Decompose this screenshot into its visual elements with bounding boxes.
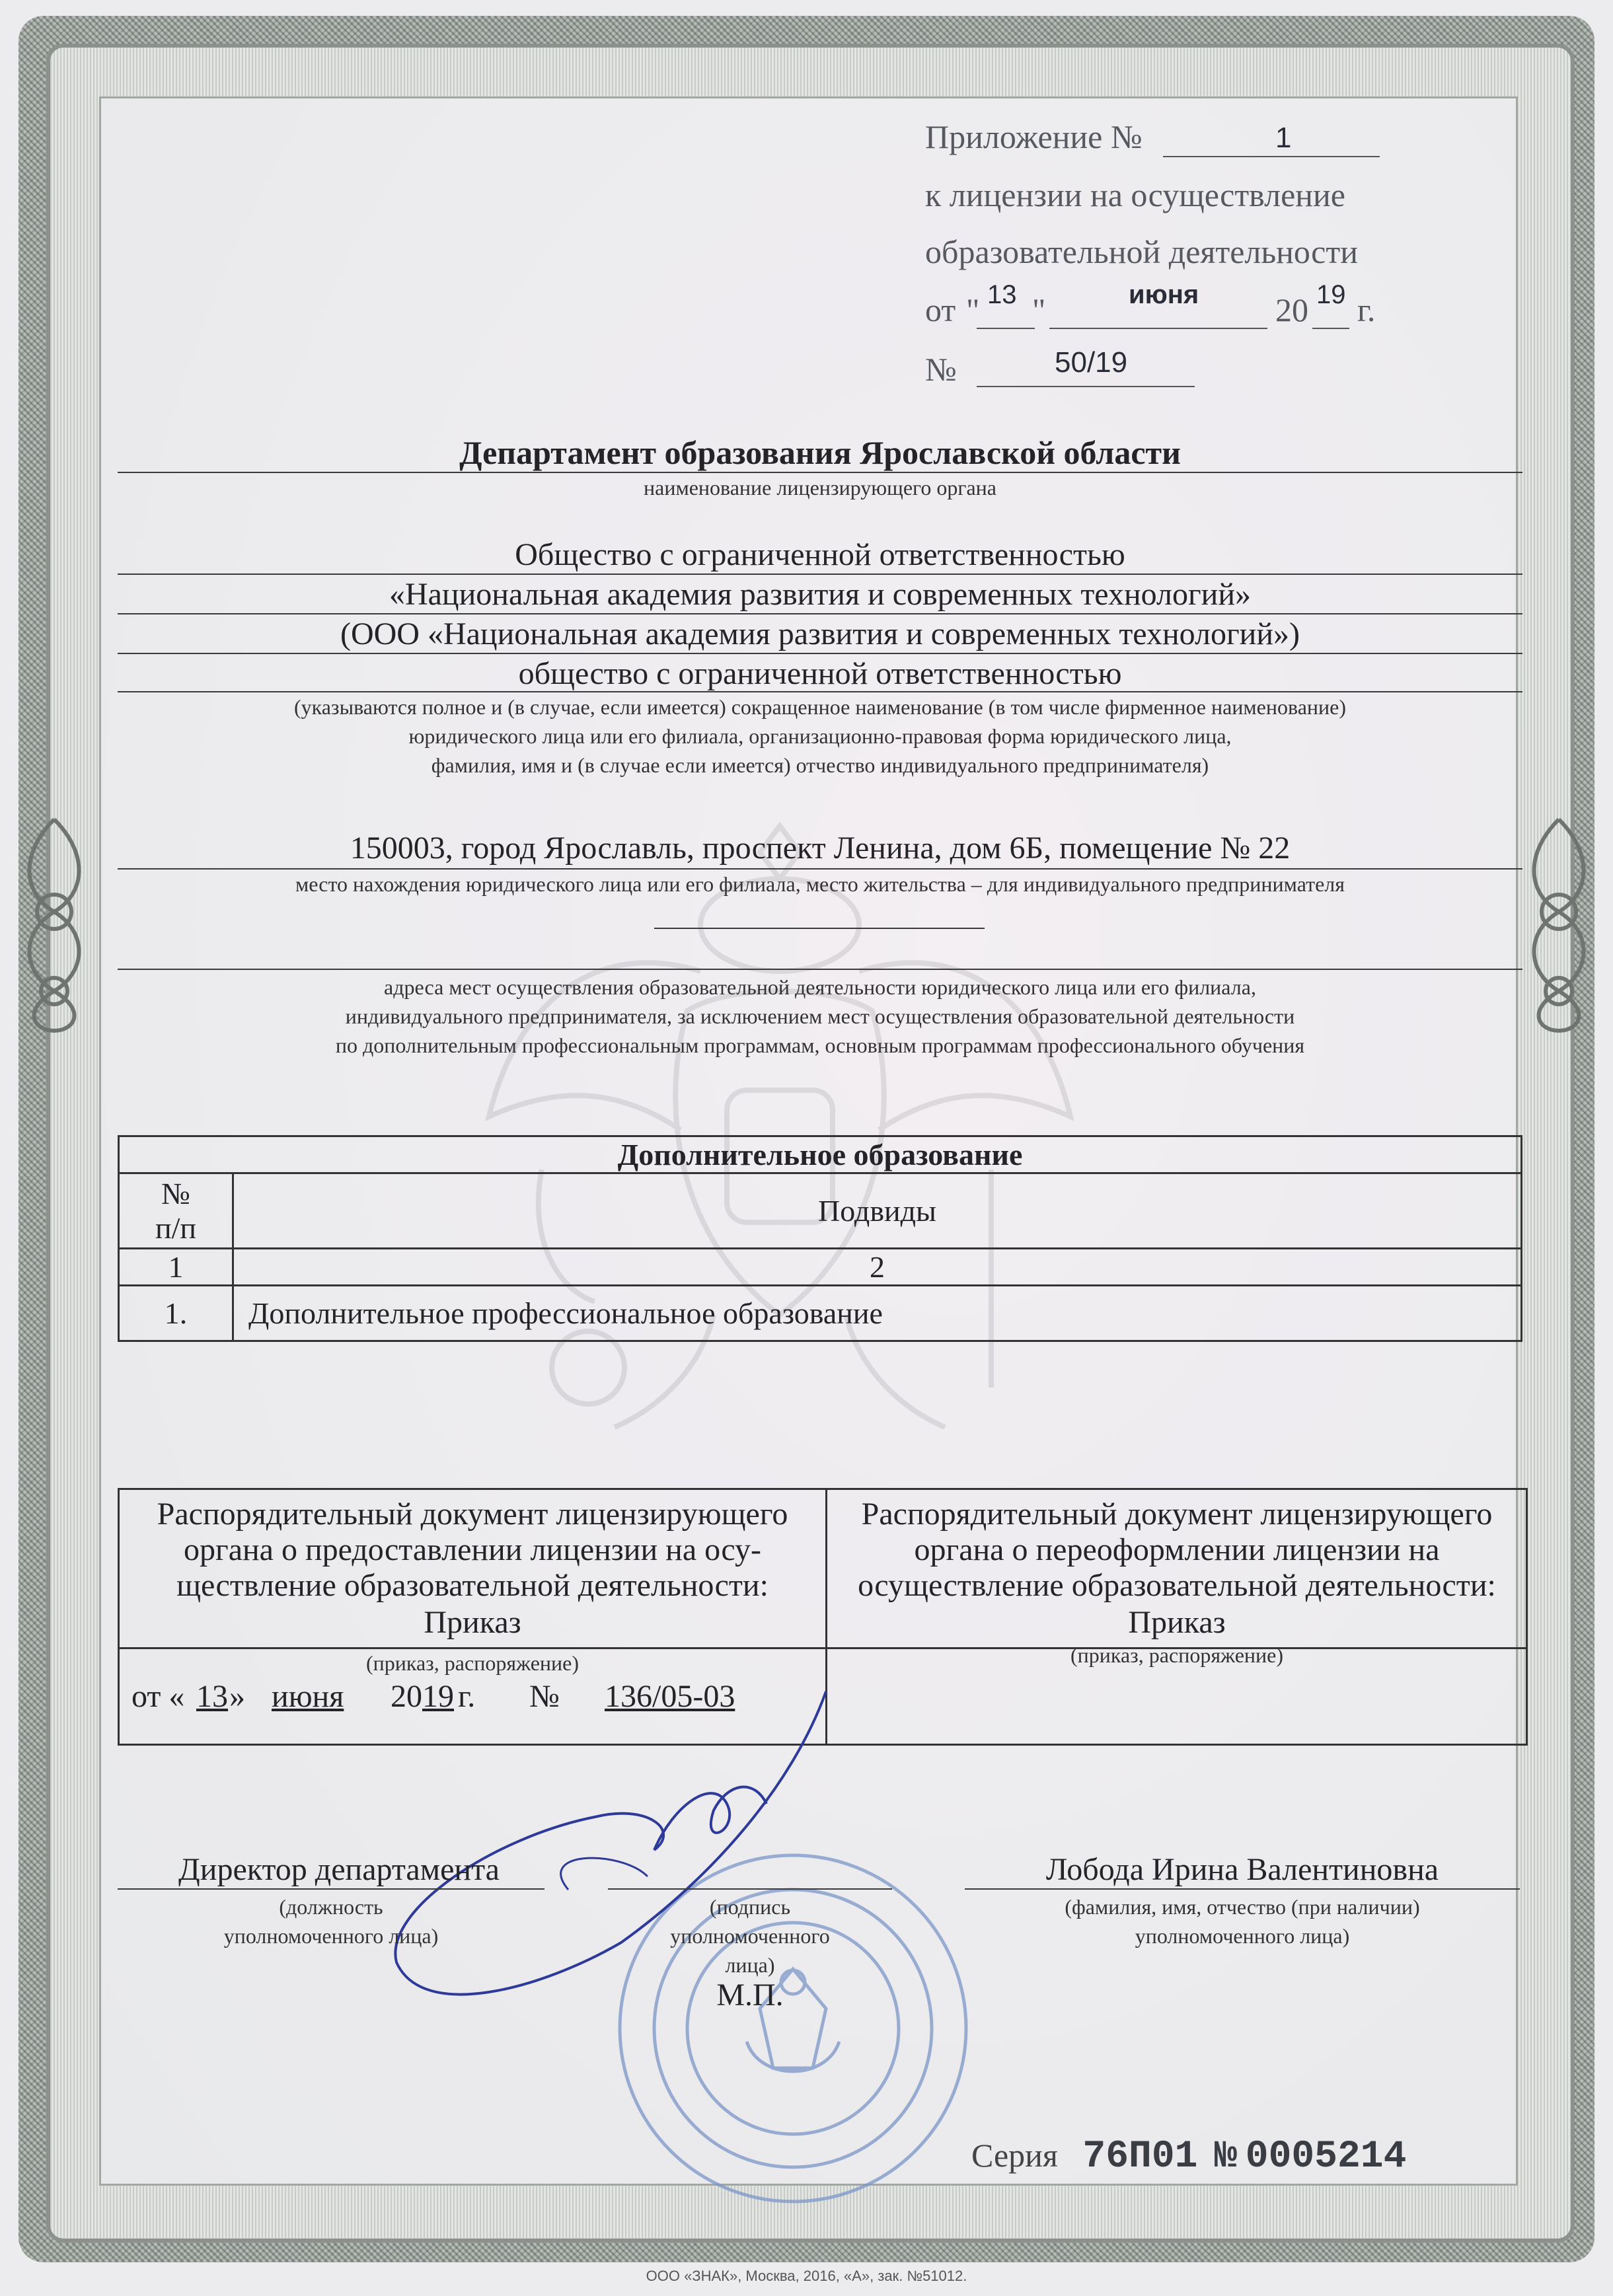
- licensing-authority-name: Департамент образования Ярославской области: [459, 434, 1181, 471]
- series-label: Серия: [971, 2137, 1058, 2174]
- order-reissue-heading: Распорядительный документ лицензирующего органа о переоформлении лицензии на осуществление образовательной деятельности:: [858, 1497, 1496, 1603]
- name-underline: [965, 1888, 1520, 1890]
- license-number-underline: [977, 386, 1195, 387]
- places-caption-3: по дополнительным профессиональным программам, основным программам профессионального обучения: [335, 1033, 1305, 1057]
- appendix-number-underline: [1163, 156, 1380, 157]
- column-index-2: 2: [233, 1249, 1522, 1286]
- name-caption: (фамилия, имя, отчество (при наличии) уполномоченного лица): [1065, 1895, 1420, 1948]
- licensee-underline-4: [118, 691, 1522, 692]
- date-day: 13: [987, 280, 1017, 309]
- short-divider: [654, 928, 985, 929]
- series-number: 0005214: [1245, 2135, 1407, 2178]
- series-code: 76П01: [1082, 2135, 1198, 2178]
- places-caption-2: индивидуального предпринимателя, за исключением мест осуществления образовательной деятельности: [345, 1004, 1295, 1028]
- license-number: 50/19: [1055, 346, 1128, 379]
- row-subtype: Дополнительное профессиональное образование: [233, 1286, 1522, 1341]
- date-year-underline: [1312, 328, 1349, 329]
- left-knot-ornament: [15, 813, 94, 1037]
- licensee-underline-3: [118, 653, 1522, 654]
- signature-underline: [608, 1888, 892, 1890]
- column-index-1: 1: [119, 1249, 233, 1286]
- licensee-underline-2: [118, 613, 1522, 614]
- printer-footer: ООО «ЗНАК», Москва, 2016, «А», зак. №51012.: [646, 2268, 967, 2284]
- authority-underline: [118, 472, 1522, 473]
- license-line-3: образовательной деятельности: [925, 233, 1358, 270]
- right-knot-ornament: [1519, 813, 1598, 1037]
- date-day-underline: [977, 328, 1035, 329]
- authority-caption: наименование лицензирующего органа: [644, 476, 996, 500]
- licensee-caption-1: (указываются полное и (в случае, если имеется) сокращенное наименование (в том числе фирменное наименование): [294, 695, 1346, 719]
- table-title: Дополнительное образование: [119, 1136, 1522, 1173]
- order-grant-number: 136/05-03: [605, 1679, 735, 1714]
- licensee-line-1: Общество с ограниченной ответственностью: [515, 537, 1125, 572]
- license-number-label: №: [925, 351, 957, 388]
- education-table: [118, 1135, 1522, 1342]
- order-grant-year-g: г.: [458, 1679, 476, 1714]
- position-underline: [118, 1888, 544, 1890]
- date-prefix: от: [925, 291, 956, 328]
- licensee-line-2: «Национальная академия развития и современных технологий»: [389, 577, 1252, 612]
- date-month-underline: [1049, 328, 1267, 329]
- licensee-line-4: общество с ограниченной ответственностью: [518, 656, 1122, 691]
- places-caption-1: адреса мест осуществления образовательной деятельности юридического лица или его филиала,: [384, 975, 1256, 999]
- column-header-number: № п/п: [119, 1173, 233, 1249]
- order-grant-date-prefix: от «: [131, 1679, 185, 1714]
- order-grant-number-label: №: [529, 1679, 560, 1714]
- form-series: [971, 2135, 1406, 2178]
- legal-address: 150003, город Ярославль, проспект Ленина, дом 6Б, помещение № 22: [350, 831, 1291, 866]
- signature-caption: (подпись уполномоченного лица): [670, 1895, 830, 1977]
- order-grant-day-close: »: [229, 1679, 245, 1714]
- position-caption: (должность уполномоченного лица): [223, 1895, 439, 1948]
- order-reissue-doc-type: Приказ: [1128, 1605, 1226, 1640]
- licensee-caption-2: юридического лица или его филиала, организационно-правовая форма юридического лица,: [408, 724, 1232, 748]
- series-number-label: №: [1214, 2135, 1238, 2178]
- table-row: [119, 1286, 1522, 1341]
- order-grant-month: июня: [272, 1679, 344, 1714]
- appendix-label: Приложение №: [925, 118, 1143, 155]
- licensee-caption-3: фамилия, имя и (в случае если имеется) отчество индивидуального предпринимателя): [431, 753, 1209, 777]
- order-grant-caption: (приказ, распоряжение): [365, 1651, 580, 1675]
- order-grant-heading: Распорядительный документ лицензирующего органа о предоставлении лицензии на осу- ществление образовательной деятельности:: [157, 1497, 788, 1603]
- licensee-line-3: (ООО «Национальная академия развития и современных технологий»): [340, 616, 1300, 651]
- column-header-subtypes: Подвиды: [233, 1173, 1522, 1249]
- signer-position: Директор департамента: [178, 1852, 500, 1887]
- order-grant-year-prefix: 20: [391, 1679, 422, 1714]
- order-grant-day: 13: [196, 1679, 228, 1714]
- signer-full-name: Лобода Ирина Валентиновна: [1045, 1852, 1439, 1887]
- date-month: июня: [1129, 280, 1199, 309]
- licensee-underline-1: [118, 574, 1522, 575]
- stamp-place-label: М.П.: [716, 1978, 784, 2013]
- order-grant-year-suffix: 19: [422, 1679, 454, 1714]
- order-reissue-caption: (приказ, распоряжение): [1070, 1643, 1284, 1667]
- address-caption: место нахождения юридического лица или его филиала, место жительства – для индивидуального предпринимателя: [295, 872, 1345, 896]
- address-underline: [118, 868, 1522, 870]
- date-year-prefix: 20: [1275, 291, 1308, 328]
- license-line-2: к лицензии на осуществление: [925, 176, 1345, 213]
- date-year-g: г.: [1357, 291, 1376, 328]
- appendix-number: 1: [1275, 122, 1292, 154]
- date-year-suffix: 19: [1316, 280, 1346, 309]
- order-grant-doc-type: Приказ: [424, 1605, 521, 1640]
- row-number: 1.: [119, 1286, 233, 1341]
- places-underline: [118, 969, 1522, 970]
